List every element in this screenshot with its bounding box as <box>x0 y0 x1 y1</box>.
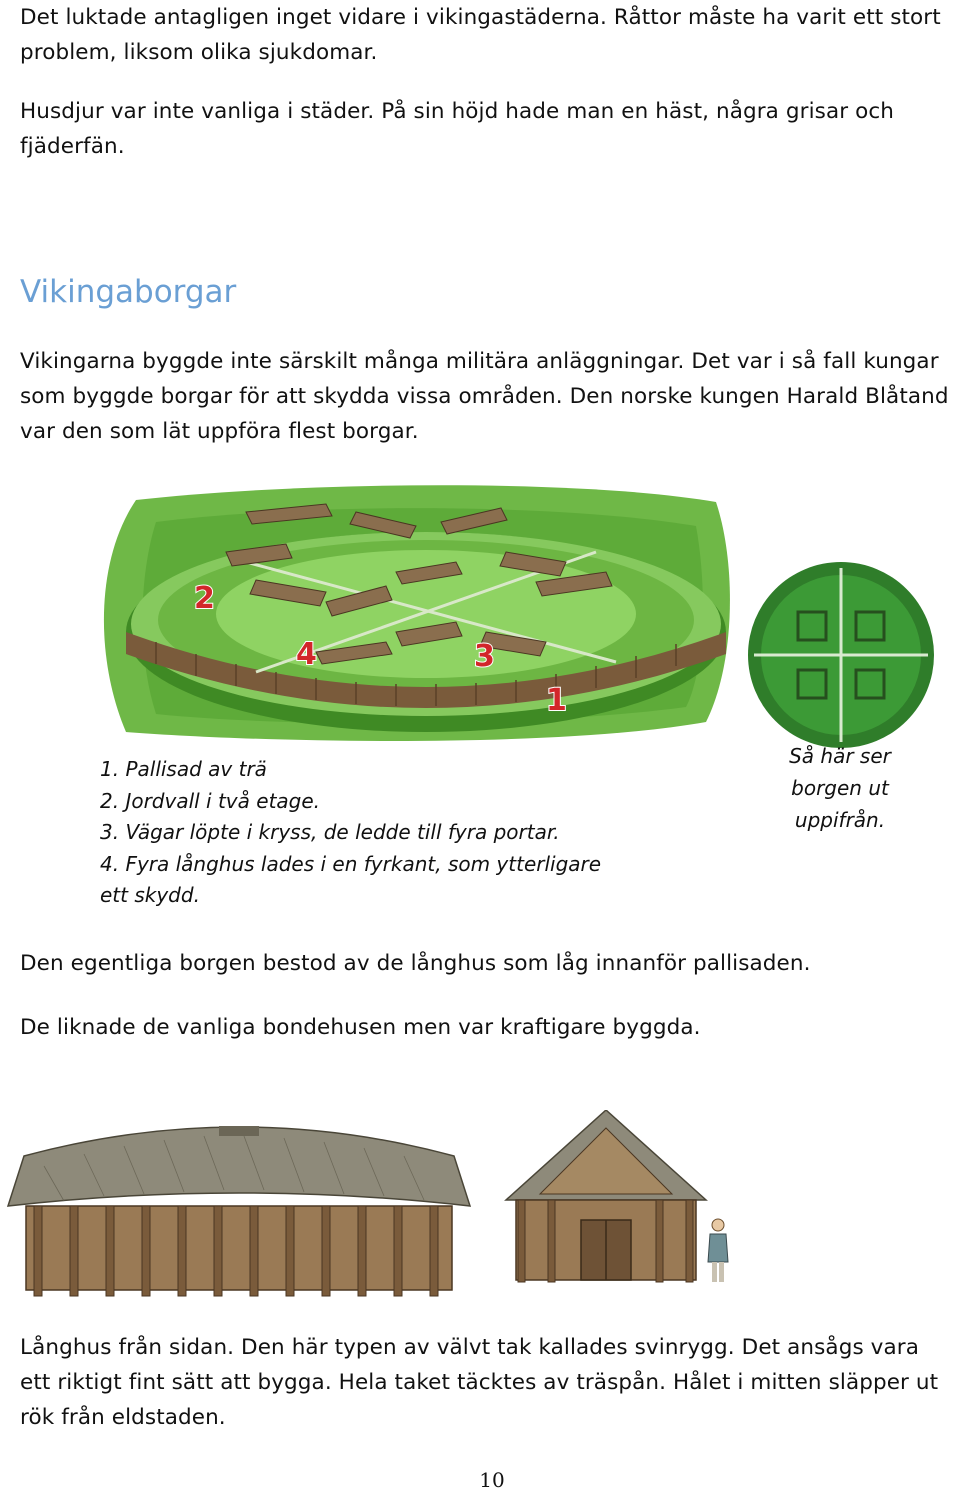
marker-4: 4 <box>296 637 317 672</box>
legend-item: 1. Pallisad av trä <box>100 757 267 781</box>
marker-2: 2 <box>194 581 215 616</box>
person-figure <box>704 1216 732 1284</box>
section-heading: Vikingaborgar <box>20 274 237 310</box>
legend-item: 4. Fyra långhus lades i en fyrkant, som ytterligare <box>100 851 602 876</box>
paragraph-animals: Husdjur var inte vanliga i städer. På sin höjd hade man en häst, några grisar och fjäderfän. <box>20 99 894 159</box>
longhouse-gable-illustration <box>496 1110 716 1290</box>
paragraph-rats: Det luktade antagligen inget vidare i vikingastäderna. Råttor måste ha varit ett stort problem, liksom olika sjukdomar. <box>20 5 941 65</box>
top-view-caption: Så här ser borgen ut uppifrån. <box>789 744 891 832</box>
longhouse-side-illustration <box>4 1106 474 1306</box>
paragraph-farmhouses: De liknade de vanliga bondehusen men var kraftigare byggda. <box>20 1015 701 1040</box>
paragraph-fortresses: Vikingarna byggde inte särskilt många militära anläggningar. Det var i så fall kungar som byggde borgar för att skydda vissa områden. Den norske kungen Harald Blåtand var den som lät uppföra flest borgar. <box>20 349 949 444</box>
paragraph-longhouse: Långhus från sidan. Den här typen av välvt tak kallades svinrygg. Det ansågs vara ett riktigt fint sätt att bygga. Hela taket täcktes av träspån. Hålet i mitten släpper ut rök från eldstaden. <box>20 1335 939 1430</box>
marker-1: 1 <box>546 683 567 718</box>
top-view-illustration <box>746 560 936 750</box>
page-number: 10 <box>479 1468 505 1492</box>
fortress-legend <box>100 754 601 912</box>
legend-item: ett skydd. <box>100 883 200 907</box>
legend-item: 3. Vägar löpte i kryss, de ledde till fyra portar. <box>100 820 560 844</box>
paragraph-castle: Den egentliga borgen bestod av de långhus som låg innanför pallisaden. <box>20 951 811 976</box>
fortress-illustration <box>96 482 746 752</box>
legend-item: 2. Jordvall i två etage. <box>100 788 321 813</box>
marker-3: 3 <box>474 639 495 674</box>
